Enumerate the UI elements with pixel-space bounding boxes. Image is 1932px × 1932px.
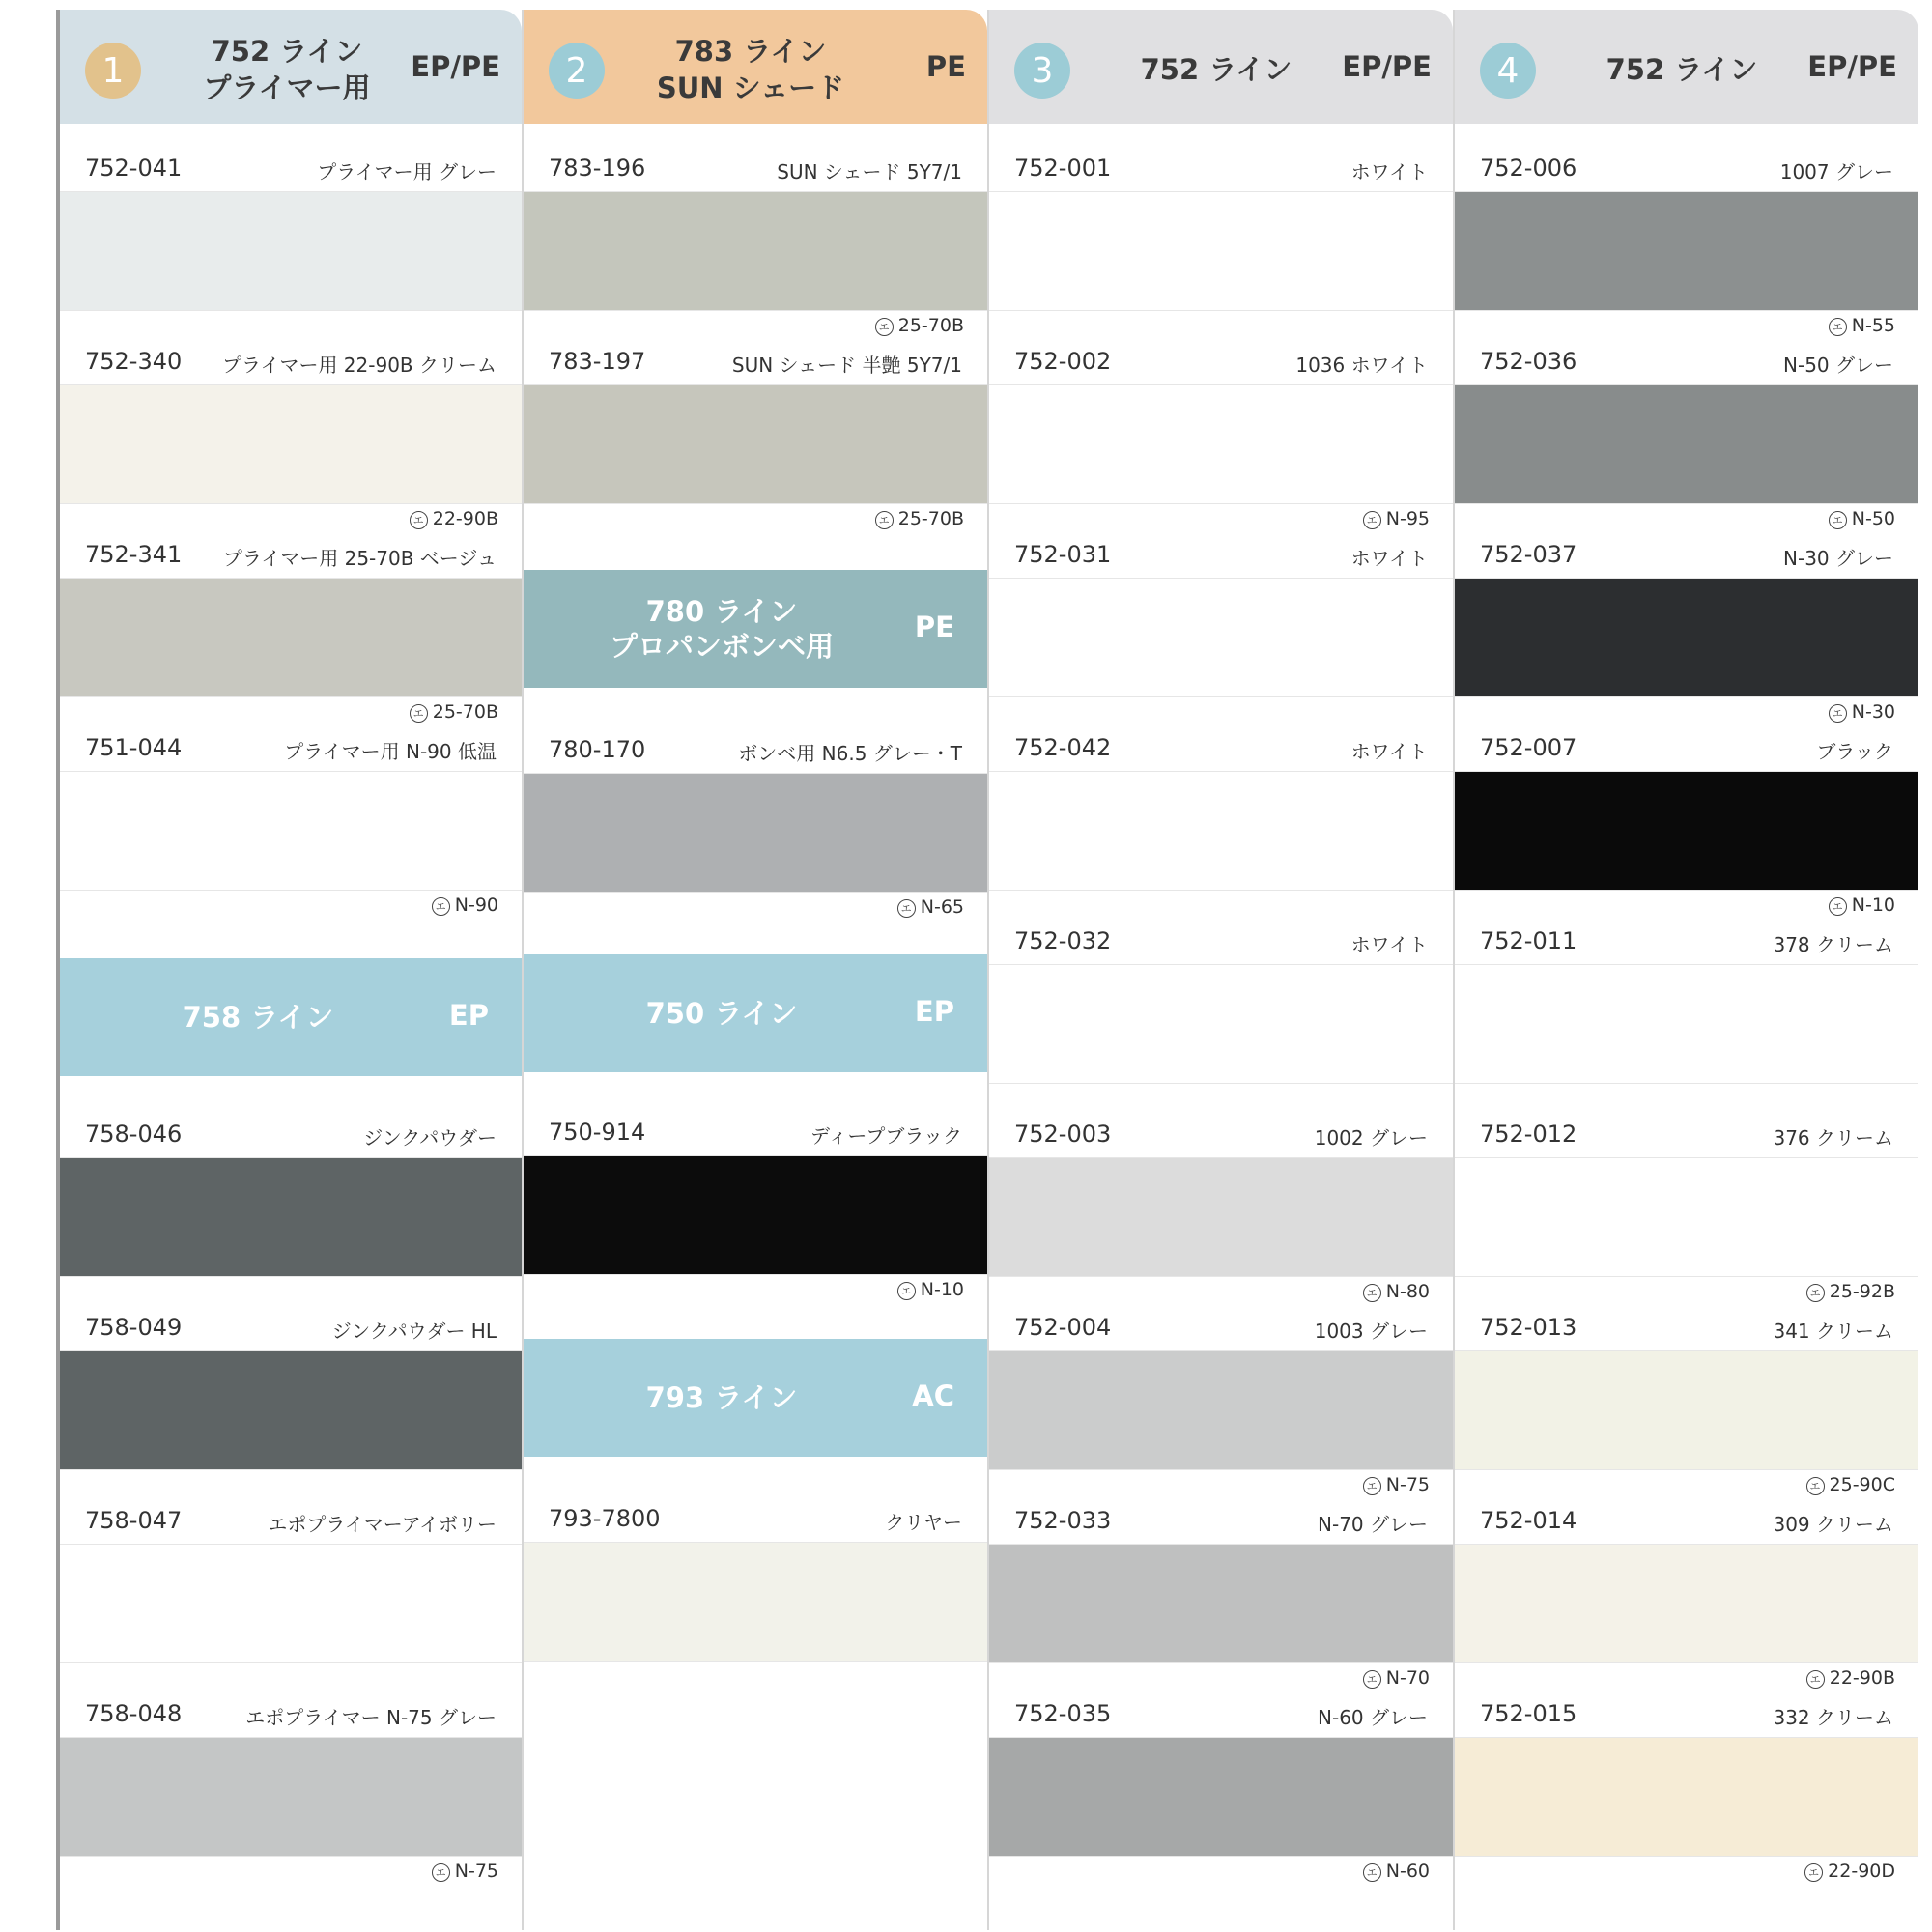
title-line: プロパンボンベ用	[609, 630, 834, 663]
reference-code	[1363, 1861, 1430, 1882]
title-line: SUN シェード	[656, 71, 845, 104]
band-type: EP	[914, 995, 954, 1028]
chart-column-4	[1453, 10, 1918, 1930]
color-name: 1007 グレー	[1779, 160, 1893, 184]
color-swatch	[60, 384, 522, 504]
color-code: 752-015	[1480, 1700, 1577, 1727]
color-code: 752-003	[1014, 1121, 1112, 1148]
column-type: EP/PE	[1807, 50, 1897, 83]
color-entry	[60, 153, 522, 346]
standard-mark-icon: エ	[1363, 511, 1381, 529]
color-entry	[989, 346, 1453, 539]
color-entry	[989, 732, 1453, 925]
standard-mark-icon: エ	[1806, 1670, 1825, 1689]
standard-mark-icon: エ	[410, 704, 428, 723]
color-swatch	[1455, 1157, 1918, 1277]
color-swatch	[1455, 191, 1918, 311]
color-name: エポプライマーアイボリー	[268, 1513, 497, 1536]
band-title	[562, 954, 881, 1072]
color-entry	[1455, 732, 1918, 925]
title-line: 752 ライン	[1140, 53, 1293, 86]
column-title	[1095, 25, 1337, 114]
color-code: 752-011	[1480, 927, 1577, 954]
color-entry	[60, 1505, 522, 1698]
color-swatch	[989, 1544, 1453, 1663]
color-name: 1036 ホワイト	[1295, 354, 1428, 377]
title-line: 752 ライン	[1605, 53, 1758, 86]
color-code: 752-007	[1480, 734, 1577, 761]
color-swatch	[989, 191, 1453, 311]
color-code: 752-041	[85, 155, 183, 182]
title-line: 793 ライン	[645, 1381, 798, 1414]
reference-code-text: N-75	[1385, 1474, 1430, 1495]
color-swatch	[1455, 964, 1918, 1084]
color-name: ディープブラック	[810, 1124, 962, 1148]
reference-code-text: N-55	[1851, 315, 1895, 336]
color-name: プライマー用 22-90B クリーム	[222, 354, 497, 377]
column-title	[166, 25, 408, 114]
title-line: 783 ライン	[674, 35, 827, 68]
color-name: ボンベ用 N6.5 グレー・T	[738, 742, 962, 765]
color-name: SUN シェード 半艶 5Y7/1	[731, 354, 962, 377]
color-entry	[989, 1505, 1453, 1698]
reference-code-text: 25-90C	[1829, 1474, 1895, 1495]
column-number-badge: 1	[85, 43, 141, 99]
color-name: N-30 グレー	[1783, 547, 1893, 570]
color-name: SUN シェード 5Y7/1	[777, 160, 962, 184]
reference-code	[1829, 315, 1895, 336]
color-code: 751-044	[85, 734, 183, 761]
column-tab	[60, 10, 522, 124]
color-entry	[1455, 539, 1918, 732]
color-code: 752-002	[1014, 348, 1112, 375]
reference-code	[1363, 1281, 1430, 1302]
column-number-badge: 2	[549, 43, 605, 99]
standard-mark-icon: エ	[897, 1282, 916, 1300]
color-swatch	[60, 191, 522, 311]
color-name: ジンクパウダー	[363, 1126, 497, 1150]
title-line: 752 ライン	[211, 35, 363, 68]
color-entry	[1455, 153, 1918, 346]
title-line: 758 ライン	[182, 1001, 334, 1034]
reference-code-text: 25-70B	[432, 701, 498, 723]
column-number-badge: 3	[1014, 43, 1070, 99]
color-entry	[1455, 346, 1918, 539]
color-code: 752-006	[1480, 155, 1577, 182]
standard-mark-icon: エ	[1804, 1863, 1823, 1882]
color-name: ホワイト	[1350, 160, 1428, 184]
color-swatch	[1455, 1350, 1918, 1470]
reference-code-text: 22-90D	[1828, 1861, 1895, 1882]
reference-code-text: N-70	[1385, 1667, 1430, 1689]
color-entry	[524, 734, 987, 927]
color-name: ホワイト	[1350, 933, 1428, 956]
band-type: PE	[914, 611, 954, 643]
product-line-band	[60, 958, 522, 1076]
column-number-badge: 4	[1480, 43, 1536, 99]
reference-code	[875, 508, 964, 529]
color-swatch	[989, 771, 1453, 891]
reference-code	[897, 896, 964, 918]
color-name: クリヤー	[885, 1511, 962, 1534]
color-entry	[1455, 1119, 1918, 1312]
color-entry	[1455, 925, 1918, 1119]
color-name: ホワイト	[1350, 547, 1428, 570]
color-entry	[60, 732, 522, 925]
column-tab	[524, 10, 987, 124]
color-name: N-70 グレー	[1318, 1513, 1428, 1536]
color-name: プライマー用 グレー	[317, 160, 497, 184]
color-code: 758-046	[85, 1121, 183, 1148]
color-swatch	[524, 773, 987, 893]
standard-mark-icon: エ	[1829, 897, 1847, 916]
reference-code	[1363, 1667, 1430, 1689]
color-name: ブラック	[1816, 740, 1893, 763]
color-entry	[989, 1119, 1453, 1312]
color-code: 758-049	[85, 1314, 183, 1341]
color-entry	[989, 1312, 1453, 1505]
color-entry	[524, 153, 987, 346]
color-entry	[60, 346, 522, 539]
color-entry	[989, 925, 1453, 1119]
color-entry	[524, 1503, 987, 1696]
reference-code	[1806, 1474, 1895, 1495]
reference-code-text: N-65	[920, 896, 964, 918]
color-code: 752-340	[85, 348, 183, 375]
color-name: 378 クリーム	[1773, 933, 1893, 956]
product-line-band	[524, 954, 987, 1072]
standard-mark-icon: エ	[1829, 704, 1847, 723]
column-tab	[989, 10, 1453, 124]
reference-code	[1829, 895, 1895, 916]
color-swatch	[60, 1544, 522, 1663]
color-entry	[989, 153, 1453, 346]
color-name: プライマー用 N-90 低温	[284, 740, 497, 763]
color-swatch	[1455, 1737, 1918, 1857]
reference-code-text: 22-90B	[432, 508, 498, 529]
band-title	[99, 958, 417, 1076]
color-entry	[60, 1698, 522, 1891]
color-swatch	[60, 1157, 522, 1277]
reference-code-text: 25-70B	[897, 508, 964, 529]
color-swatch	[1455, 578, 1918, 697]
color-swatch	[989, 1157, 1453, 1277]
color-entry	[524, 346, 987, 539]
color-entry	[1455, 1505, 1918, 1698]
title-line: 780 ライン	[645, 595, 798, 628]
reference-code	[1829, 701, 1895, 723]
column-type: EP/PE	[411, 50, 500, 83]
standard-mark-icon: エ	[1829, 511, 1847, 529]
color-swatch	[989, 578, 1453, 697]
color-swatch	[1455, 1544, 1918, 1663]
color-name: N-50 グレー	[1783, 354, 1893, 377]
reference-code	[1363, 508, 1430, 529]
color-name: 309 クリーム	[1773, 1513, 1893, 1536]
color-code: 752-014	[1480, 1507, 1577, 1534]
chart-column-1	[56, 10, 522, 1930]
color-code: 752-031	[1014, 541, 1112, 568]
standard-mark-icon: エ	[410, 511, 428, 529]
color-swatch	[60, 578, 522, 697]
reference-code-text: N-90	[454, 895, 498, 916]
color-code: 793-7800	[549, 1505, 661, 1532]
product-line-band	[524, 570, 987, 688]
color-name: 332 クリーム	[1773, 1706, 1893, 1729]
color-swatch	[60, 771, 522, 891]
reference-code-text: N-60	[1385, 1861, 1430, 1882]
color-swatch	[524, 1155, 987, 1275]
color-name: ジンクパウダー HL	[331, 1320, 497, 1343]
band-type: EP	[448, 999, 489, 1032]
band-title	[562, 1339, 881, 1457]
reference-code	[410, 508, 498, 529]
color-name: 1002 グレー	[1314, 1126, 1428, 1150]
band-type: AC	[912, 1379, 954, 1412]
standard-mark-icon: エ	[1363, 1284, 1381, 1302]
color-code: 780-170	[549, 736, 646, 763]
color-entry	[989, 1698, 1453, 1891]
reference-code	[875, 315, 964, 336]
color-name: プライマー用 25-70B ベージュ	[222, 547, 497, 570]
color-swatch	[1455, 384, 1918, 504]
reference-code-text: N-30	[1851, 701, 1895, 723]
color-code: 752-032	[1014, 927, 1112, 954]
color-sample-chart	[56, 10, 1911, 1930]
color-name: 1003 グレー	[1314, 1320, 1428, 1343]
standard-mark-icon: エ	[1829, 318, 1847, 336]
column-type: PE	[925, 50, 966, 83]
color-entry	[1455, 1698, 1918, 1891]
color-name: エポプライマー N-75 グレー	[245, 1706, 497, 1729]
standard-mark-icon: エ	[1363, 1863, 1381, 1882]
column-title	[1561, 25, 1803, 114]
color-entry	[989, 539, 1453, 732]
color-entry	[60, 1119, 522, 1312]
color-swatch	[989, 1737, 1453, 1857]
standard-mark-icon: エ	[897, 899, 916, 918]
reference-code-text: N-10	[920, 1279, 964, 1300]
title-line: プライマー用	[203, 71, 371, 104]
color-code: 752-004	[1014, 1314, 1112, 1341]
color-code: 783-196	[549, 155, 646, 182]
reference-code-text: N-95	[1385, 508, 1430, 529]
color-swatch	[60, 1737, 522, 1857]
standard-mark-icon: エ	[1806, 1477, 1825, 1495]
color-swatch	[989, 964, 1453, 1084]
reference-code-text: 22-90B	[1829, 1667, 1895, 1689]
chart-column-3	[987, 10, 1453, 1930]
color-swatch	[989, 384, 1453, 504]
color-code: 783-197	[549, 348, 646, 375]
reference-code	[1804, 1861, 1895, 1882]
color-code: 750-914	[549, 1119, 646, 1146]
reference-code	[410, 701, 498, 723]
standard-mark-icon: エ	[432, 1863, 450, 1882]
color-code: 752-042	[1014, 734, 1112, 761]
standard-mark-icon: エ	[1363, 1477, 1381, 1495]
column-tab	[1455, 10, 1918, 124]
standard-mark-icon: エ	[1806, 1284, 1825, 1302]
reference-code-text: 25-92B	[1829, 1281, 1895, 1302]
column-title	[630, 25, 871, 114]
reference-code-text: 25-70B	[897, 315, 964, 336]
color-code: 758-047	[85, 1507, 183, 1534]
color-entry	[524, 1117, 987, 1310]
reference-code-text: N-10	[1851, 895, 1895, 916]
color-entry	[1455, 1312, 1918, 1505]
standard-mark-icon: エ	[875, 511, 894, 529]
color-name: 341 クリーム	[1773, 1320, 1893, 1343]
color-code: 752-036	[1480, 348, 1577, 375]
reference-code	[897, 1279, 964, 1300]
color-swatch	[524, 384, 987, 504]
reference-code-text: N-80	[1385, 1281, 1430, 1302]
reference-code-text: N-50	[1851, 508, 1895, 529]
color-swatch	[60, 1350, 522, 1470]
product-line-band	[524, 1339, 987, 1457]
chart-column-2	[522, 10, 987, 1930]
color-entry	[60, 1312, 522, 1505]
color-swatch	[989, 1350, 1453, 1470]
color-code: 752-037	[1480, 541, 1577, 568]
standard-mark-icon: エ	[875, 318, 894, 336]
color-code: 752-035	[1014, 1700, 1112, 1727]
color-name: ホワイト	[1350, 740, 1428, 763]
color-code: 752-012	[1480, 1121, 1577, 1148]
color-name: N-60 グレー	[1318, 1706, 1428, 1729]
color-swatch	[524, 191, 987, 311]
color-entry	[60, 539, 522, 732]
reference-code	[432, 1861, 498, 1882]
reference-code	[1829, 508, 1895, 529]
color-code: 752-033	[1014, 1507, 1112, 1534]
column-type: EP/PE	[1342, 50, 1432, 83]
reference-code	[432, 895, 498, 916]
color-code: 752-001	[1014, 155, 1112, 182]
color-name: 376 クリーム	[1773, 1126, 1893, 1150]
color-code: 752-341	[85, 541, 183, 568]
color-code: 758-048	[85, 1700, 183, 1727]
title-line: 750 ライン	[645, 997, 798, 1030]
band-title	[562, 570, 881, 688]
standard-mark-icon: エ	[1363, 1670, 1381, 1689]
standard-mark-icon: エ	[432, 897, 450, 916]
reference-code	[1806, 1281, 1895, 1302]
color-code: 752-013	[1480, 1314, 1577, 1341]
reference-code	[1363, 1474, 1430, 1495]
color-swatch	[1455, 771, 1918, 891]
reference-code	[1806, 1667, 1895, 1689]
color-swatch	[524, 1542, 987, 1662]
reference-code-text: N-75	[454, 1861, 498, 1882]
